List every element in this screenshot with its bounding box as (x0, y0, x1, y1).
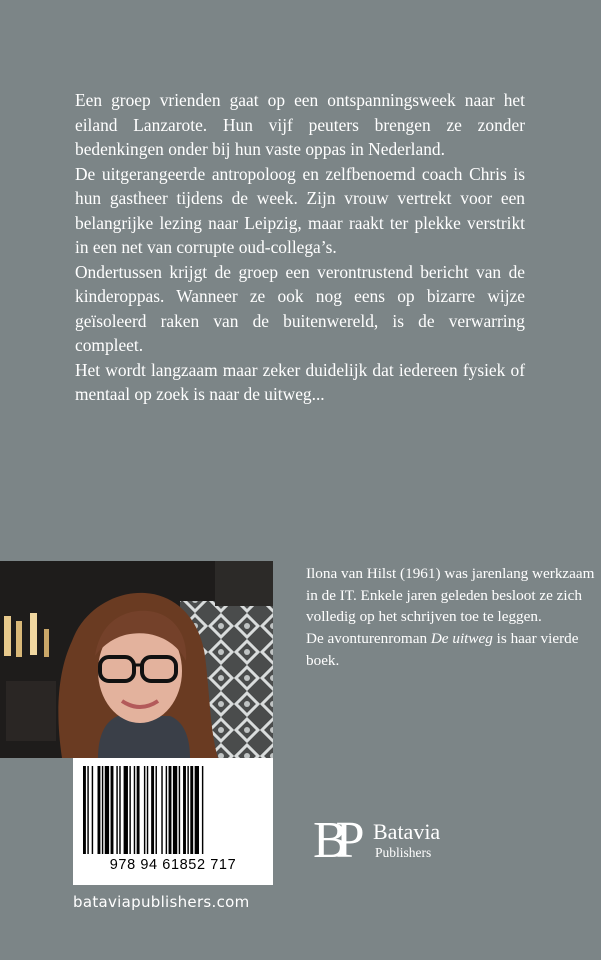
isbn-barcode (73, 758, 273, 885)
barcode-bar (98, 766, 101, 854)
publisher-logo-mark: BP (313, 812, 353, 869)
author-bio-text: Ilona van Hilst (1961) was jarenlang werkzaam in de IT. Enkele jaren geleden besloot ze zich volledig op het schrijven toe te leggen. (306, 565, 595, 626)
barcode-bar (129, 766, 130, 854)
barcode-bar (111, 766, 114, 854)
barcode-bar (161, 766, 162, 854)
barcode-bar (169, 766, 172, 854)
barcode-bar (119, 766, 120, 854)
barcode-bar (147, 766, 148, 854)
novel-suffix: is haar vierde boek. (306, 630, 579, 669)
author-bio-novel (306, 628, 596, 671)
barcode-bar (137, 766, 140, 854)
isbn-number: 978 94 61852 717 (109, 857, 237, 873)
barcode-bar (151, 766, 154, 854)
blurb-paragraph: Het wordt langzaam maar zeker duidelijk dat iedereen fysiek of mentaal op zoek is naar de uitweg... (75, 359, 525, 404)
back-cover-blurb (75, 88, 525, 407)
barcode-bar (116, 766, 117, 854)
barcode-bar (190, 766, 193, 854)
barcode-bar (124, 766, 128, 854)
author-bio (306, 563, 596, 672)
barcode-bar (87, 766, 88, 854)
barcode-bar (166, 766, 167, 854)
barcode-bar (134, 766, 135, 854)
barcode-bar (183, 766, 186, 854)
blurb-paragraph: Ondertussen krijgt de groep een verontrustend bericht van de kinderoppas. Wanneer ze ook nog eens op bizarre wijze geïsoleerd raken van de buitenwereld, is de verwarring compleet. (75, 261, 525, 355)
publisher-subtitle: Publishers (375, 845, 432, 860)
barcode-bar (156, 766, 157, 854)
barcode-bar (105, 766, 109, 854)
novel-prefix: De avonturenroman (306, 630, 431, 648)
barcode-bar (202, 766, 203, 854)
barcode-bar (173, 766, 177, 854)
blurb-paragraph: De uitgerangeerde antropoloog en zelfbenoemd coach Chris is hun gastheer tijdens de week. Zijn vrouw vertrekt voor een belangrijke lezing naar Leipzig, maar raakt ter plekke verstrikt in een net van corrupte oud-collega’s. (75, 163, 525, 257)
barcode-bar (195, 766, 199, 854)
publisher-logo (313, 812, 483, 872)
barcode-bars (81, 766, 265, 854)
barcode-bar (83, 766, 86, 854)
book-title: De uitweg (430, 630, 493, 648)
publisher-website: bataviapublishers.com (73, 893, 250, 911)
author-photo (0, 561, 273, 758)
barcode-bar (144, 766, 145, 854)
barcode-bar (102, 766, 103, 854)
barcode-bar (187, 766, 188, 854)
barcode-bar (179, 766, 180, 854)
barcode-bar (92, 766, 93, 854)
publisher-name: Batavia (373, 819, 441, 844)
blurb-paragraph: Een groep vrienden gaat op een ontspanningsweek naar het eiland Lanzarote. Hun vijf peuters brengen ze zonder bedenkingen onder bij hun vaste oppas in Nederland. (75, 90, 525, 159)
